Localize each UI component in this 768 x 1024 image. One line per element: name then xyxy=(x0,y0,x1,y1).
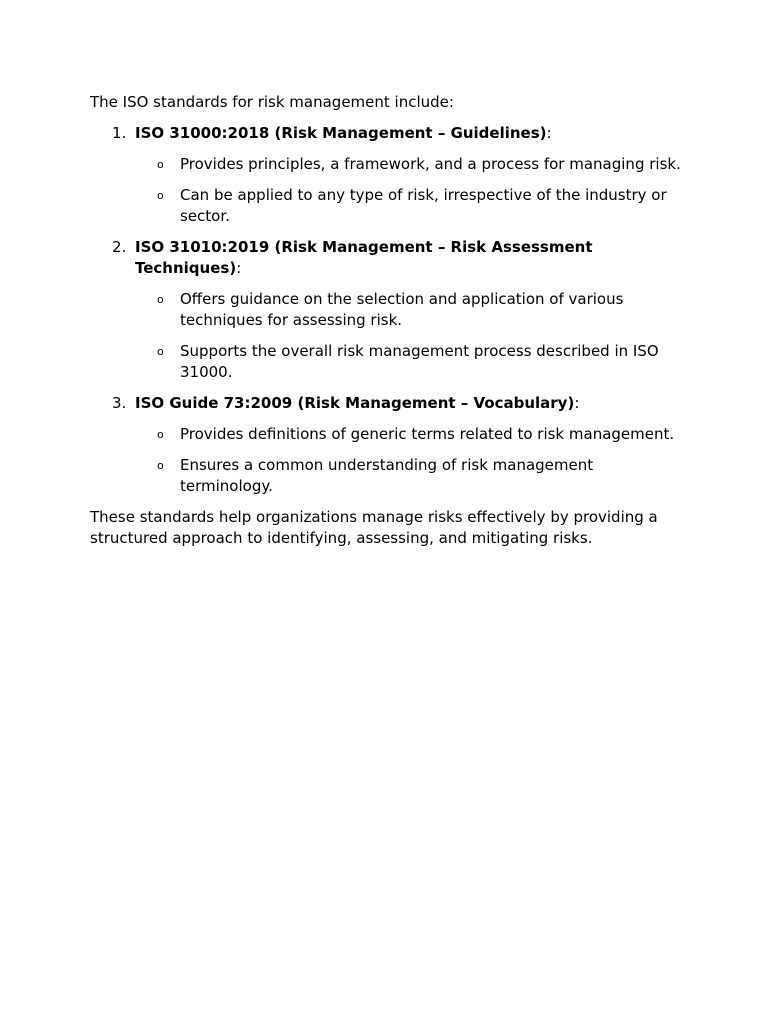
sub-point-text: Can be applied to any type of risk, irrespective of the industry or sector. xyxy=(180,186,667,225)
intro-paragraph: The ISO standards for risk management include: xyxy=(90,93,454,111)
standards-list xyxy=(90,123,690,497)
sub-points-list xyxy=(135,424,690,497)
standard-item xyxy=(90,123,690,227)
list-number: 2. xyxy=(112,238,127,256)
list-number: 1. xyxy=(112,124,127,142)
document-body xyxy=(90,92,690,549)
sub-point-text: Offers guidance on the selection and application of various techniques for assessing risk. xyxy=(180,290,624,329)
sub-point xyxy=(135,185,690,227)
standard-item xyxy=(90,393,690,497)
circle-bullet-icon: o xyxy=(157,345,164,358)
standard-title: ISO Guide 73:2009 (Risk Management – Vocabulary) xyxy=(135,394,575,412)
title-colon: : xyxy=(236,259,242,277)
sub-point xyxy=(135,289,690,331)
title-colon: : xyxy=(574,394,580,412)
sub-point-text: Supports the overall risk management process described in ISO 31000. xyxy=(180,342,659,381)
list-number: 3. xyxy=(112,394,127,412)
title-colon: : xyxy=(546,124,552,142)
sub-point xyxy=(135,424,690,445)
sub-point xyxy=(135,341,690,383)
sub-point xyxy=(135,154,690,175)
standard-title: ISO 31010:2019 (Risk Management – Risk Assessment Techniques) xyxy=(135,238,593,277)
sub-point xyxy=(135,455,690,497)
sub-point-text: Provides principles, a framework, and a process for managing risk. xyxy=(180,155,681,173)
circle-bullet-icon: o xyxy=(157,293,164,306)
sub-points-list xyxy=(135,154,690,227)
closing-paragraph: These standards help organizations manage risks effectively by providing a structured approach to identifying, assessing, and mitigating risks. xyxy=(90,508,658,547)
standard-title: ISO 31000:2018 (Risk Management – Guidelines) xyxy=(135,124,547,142)
circle-bullet-icon: o xyxy=(157,459,164,472)
sub-point-text: Ensures a common understanding of risk management terminology. xyxy=(180,456,594,495)
circle-bullet-icon: o xyxy=(157,428,164,441)
sub-point-text: Provides definitions of generic terms related to risk management. xyxy=(180,425,675,443)
circle-bullet-icon: o xyxy=(157,158,164,171)
circle-bullet-icon: o xyxy=(157,189,164,202)
standard-item xyxy=(90,237,690,383)
sub-points-list xyxy=(135,289,690,383)
